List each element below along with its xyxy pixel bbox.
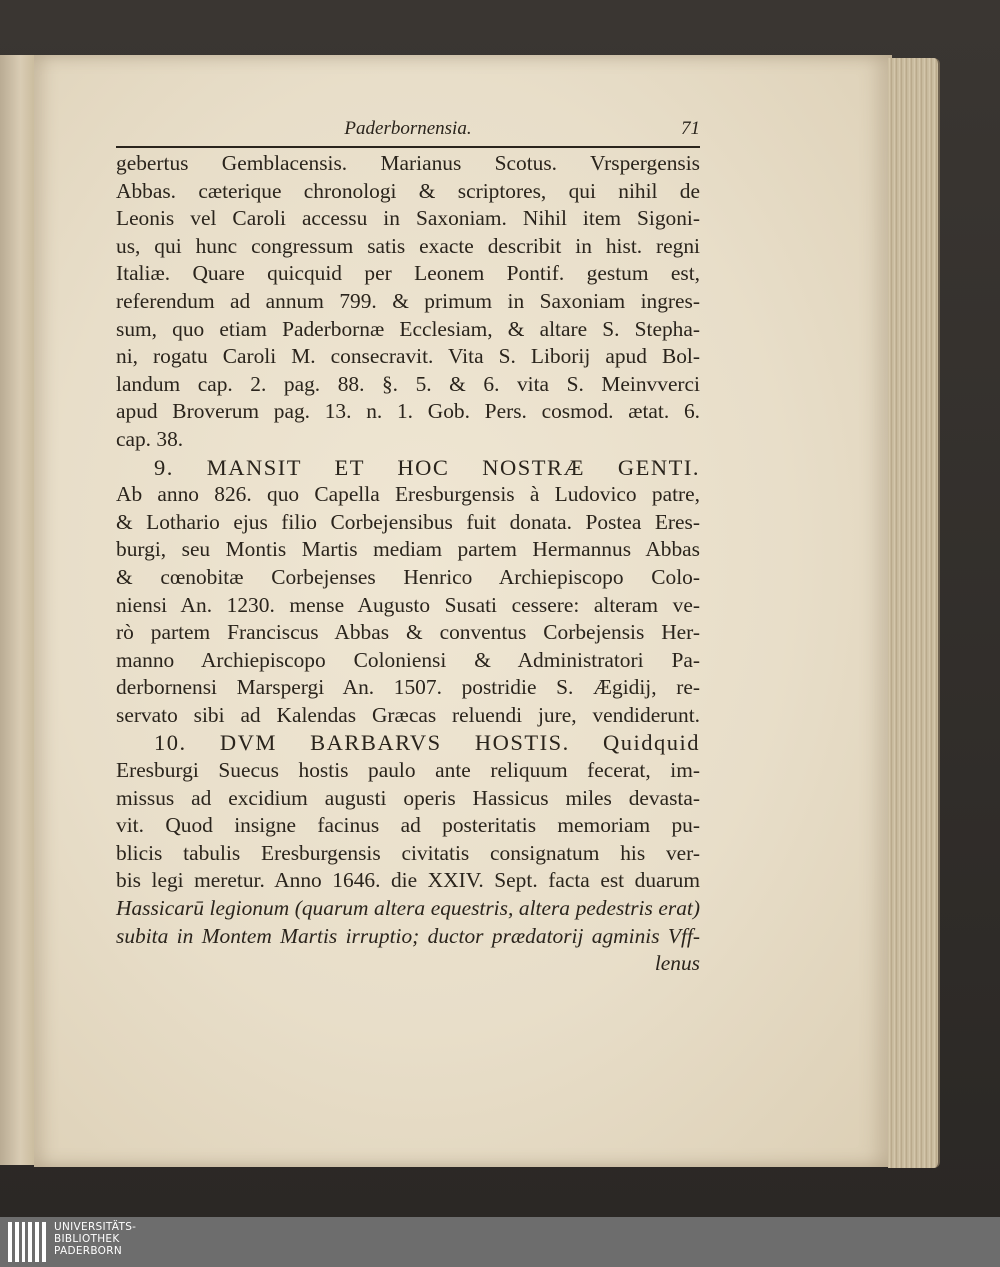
text-line: rò partem Franciscus Abbas & conventus Corbejensis Her- (116, 620, 700, 645)
footer-bar (0, 1217, 1000, 1267)
text-line: missus ad excidium augusti operis Hassicus miles devasta- (116, 785, 700, 810)
text-line: burgi, seu Montis Martis mediam partem Hermannus Abbas (116, 537, 700, 562)
page-number: 71 (681, 118, 700, 139)
text-line: us, qui hunc congressum satis exacte describit in hist. regni (116, 233, 700, 258)
text-line: subita in Montem Martis irruptio; ductor prædatorij agminis Vff- (116, 923, 700, 948)
text-line: cap. 38. (116, 426, 184, 451)
text-line: bis legi meretur. Anno 1646. die XXIV. Sept. facta est duarum (116, 868, 700, 893)
text-line: manno Archiepiscopo Coloniensi & Administratori Pa- (116, 647, 700, 672)
text-line: sum, quo etiam Paderbornæ Ecclesiam, & altare S. Stepha- (116, 316, 700, 341)
catchword: lenus (654, 951, 700, 976)
text-line: niensi An. 1230. mense Augusto Susati cessere: alteram ve- (116, 592, 700, 617)
text-line: Ab anno 826. quo Capella Eresburgensis à Ludovico patre, (116, 482, 700, 507)
library-logo-icon (8, 1222, 46, 1262)
text-line: ni, rogatu Caroli M. consecravit. Vita S. Liborij apud Bol- (116, 344, 700, 369)
text-line: Italiæ. Quare quicquid per Leonem Pontif. gestum est, (116, 261, 700, 286)
text-line: apud Broverum pag. 13. n. 1. Gob. Pers. cosmod. ætat. 6. (116, 399, 700, 424)
body-text (116, 150, 700, 978)
running-title: Paderbornensia. (344, 118, 472, 139)
text-line: derbornensi Marspergi An. 1507. postridie S. Ægidij, re- (116, 675, 700, 700)
logo-line: PADERBORN (54, 1245, 122, 1257)
text-line: referendum ad annum 799. & primum in Saxoniam ingres- (116, 288, 700, 313)
header-rule (116, 146, 700, 148)
section-heading: 9. MANSIT ET HOC NOSTRÆ GENTI. (154, 454, 700, 480)
text-line: gebertus Gemblacensis. Marianus Scotus. Vrspergensis (116, 151, 700, 175)
page-stack-edges (888, 58, 940, 1168)
text-line: Eresburgi Suecus hostis paulo ante reliquum fecerat, im- (116, 758, 700, 783)
text-line: Hassicarū legionum (quarum altera equestris, altera pedestris erat) (116, 896, 700, 921)
logo-line: UNIVERSITÄTS- (54, 1221, 137, 1233)
library-logo-text (54, 1221, 136, 1257)
text-line: vit. Quod insigne facinus ad posteritatis memoriam pu- (116, 813, 700, 838)
text-line: servato sibi ad Kalendas Græcas reluendi jure, vendiderunt. (116, 702, 700, 727)
text-line: & Lothario ejus filio Corbejensibus fuit donata. Postea Eres- (116, 509, 700, 534)
text-line: & cœnobitæ Corbejenses Henrico Archiepiscopo Colo- (116, 564, 700, 589)
text-line: blicis tabulis Eresburgensis civitatis consignatum his ver- (116, 840, 700, 865)
section-heading: 10. DVM BARBARVS HOSTIS. Quidquid (154, 730, 700, 756)
text-line: Leonis vel Caroli accessu in Saxoniam. Nihil item Sigoni- (116, 206, 700, 231)
logo-line: BIBLIOTHEK (54, 1233, 120, 1245)
facing-page-edge (0, 55, 35, 1165)
page-header (116, 118, 700, 148)
text-line: landum cap. 2. pag. 88. §. 5. & 6. vita S. Meinvverci (116, 371, 700, 396)
text-line: Abbas. cæterique chronologi & scriptores, qui nihil de (116, 178, 700, 203)
